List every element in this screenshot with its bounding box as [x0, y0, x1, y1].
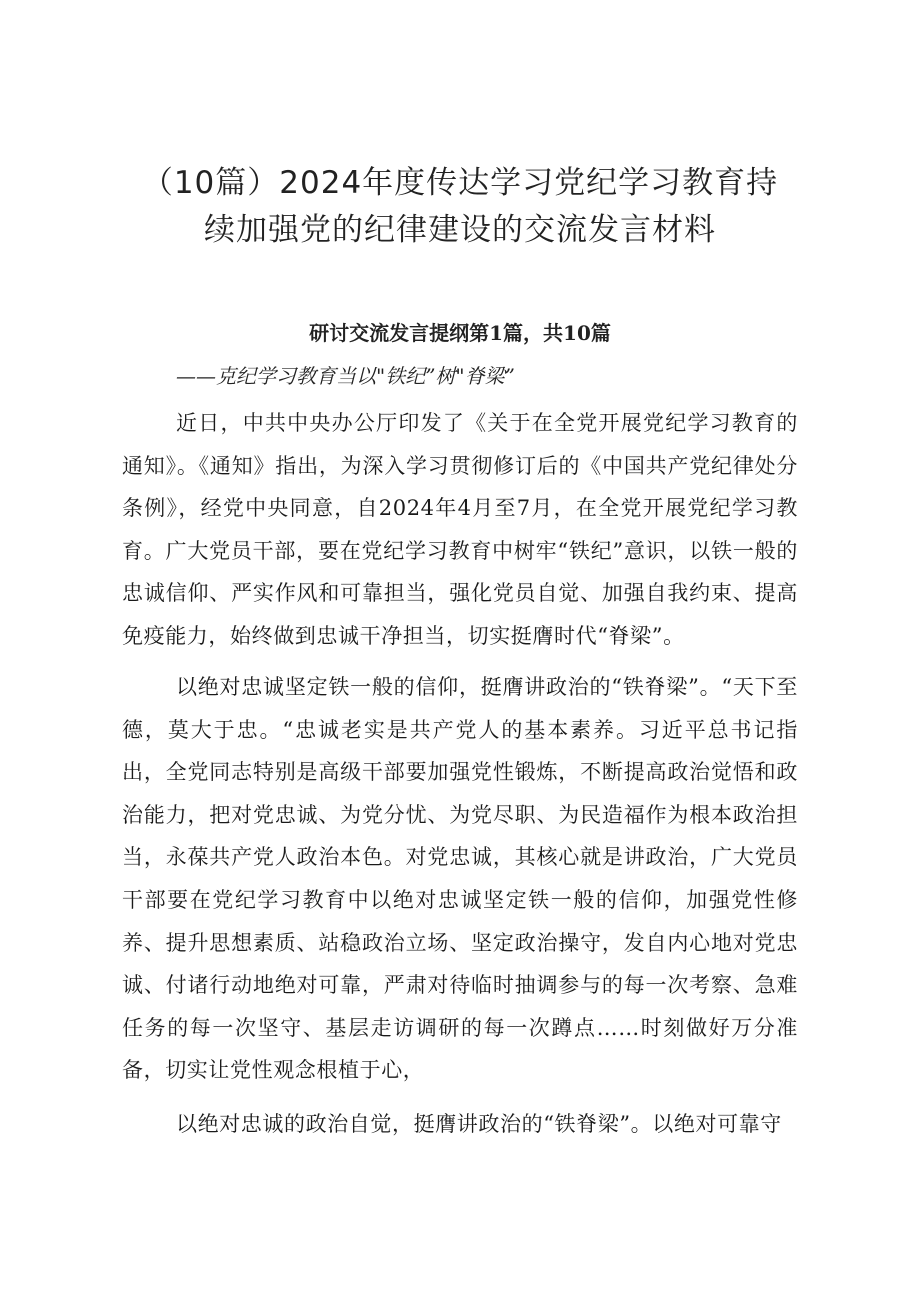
title-line-1: （10篇）2024年度传达学习党纪学习教育持	[141, 165, 779, 201]
body-paragraph-2: 以绝对忠诚坚定铁一般的信仰，挺膺讲政治的“铁脊梁”。“天下至德，莫大于忠。“忠诚老实是共产党人的基本素养。习近平总书记指出，全党同志特别是高级干部要加强党性锻炼，不断提高政治觉悟和政治能力，把对党忠诚、为党分忧、为党尽职、为民造福作为根本政治担当，永葆共产党人政治本色。对党忠诚，其核心就是讲政治，广大党员干部要在党纪学习教育中以绝对忠诚坚定铁一般的信仰，加强党性修养、提升思想素质、站稳政治立场、坚定政治操守，发自内心地对党忠诚、付诸行动地绝对可靠，严肃对待临时抽调参与的每一次考察、急难任务的每一次坚守、基层走访调研的每一次蹲点……时刻做好万分准备，切实让党性观念根植于心，	[122, 675, 798, 1083]
title-line-2: 续加强党的纪律建设的交流发言材料	[204, 212, 716, 248]
document-subtitle: 研讨交流发言提纲第1篇，共10篇	[309, 321, 611, 345]
body-paragraph-1: 近日，中共中央办公厅印发了《关于在全党开展党纪学习教育的通知》。《通知》指出，为深入学习贯彻修订后的《中国共产党纪律处分条例》，经党中央同意，自2024年4月至7月，在全党开展党纪学习教育。广大党员干部，要在党纪学习教育中树牢“铁纪”意识，以铁一般的忠诚信仰、严实作风和可靠担当，强化党员自觉、加强自我约束、提高免疫能力，始终做到忠诚干净担当，切实挺膺时代“脊梁”。	[122, 411, 798, 648]
body-paragraph-3: 以绝对忠诚的政治自觉，挺膺讲政治的“铁脊梁”。以绝对可靠守	[176, 1112, 782, 1136]
section-subheading: ——克纪学习教育当以"铁纪”树"脊梁”	[176, 364, 515, 388]
document-title	[110, 160, 810, 254]
